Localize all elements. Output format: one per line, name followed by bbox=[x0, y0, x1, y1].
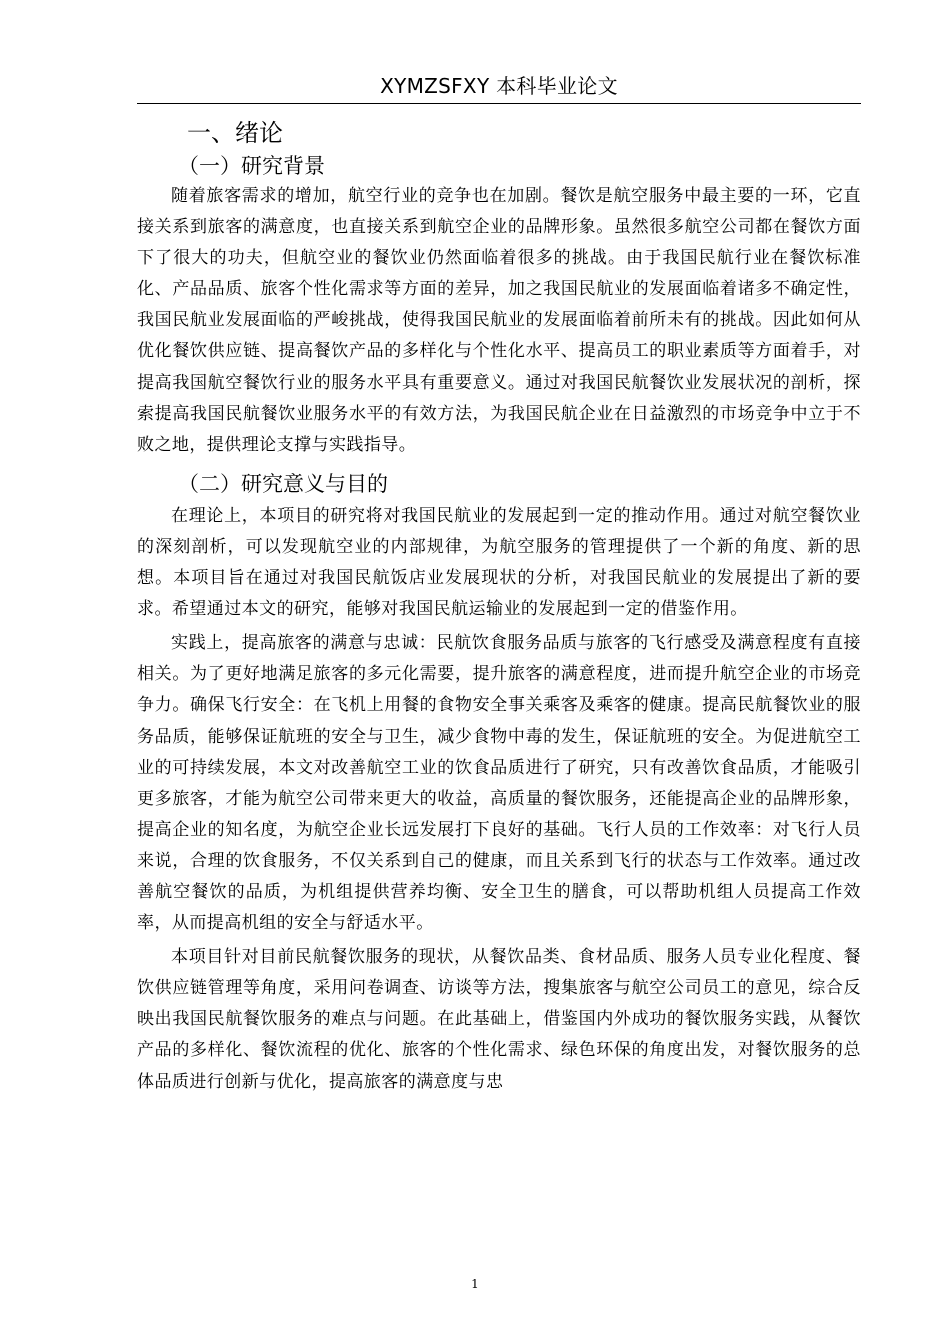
running-header: XYMZSFXY 本科毕业论文 bbox=[380, 74, 618, 98]
section-title-significance: （二）研究意义与目的 bbox=[178, 471, 388, 496]
header-rule bbox=[137, 103, 861, 104]
body-content bbox=[137, 115, 861, 1098]
paragraph-background: 随着旅客需求的增加，航空行业的竞争也在加剧。餐饮是航空服务中最主要的一环，它直接关系到旅客的满意度，也直接关系到航空企业的品牌形象。虽然很多航空公司都在餐饮方面下了很大的功夫，但航空业的餐饮业仍然面临着很多的挑战。由于我国民航行业在餐饮标准化、产品品质、旅客个性化需求等方面的差异，加之我国民航业的发展面临着诸多不确定性，我国民航业发展面临的严峻挑战，使得我国民航业的发展面临着前所未有的挑战。因此如何从优化餐饮供应链、提高餐饮产品的多样化与个性化水平、提高员工的职业素质等方面着手，对提高我国航空餐饮行业的服务水平具有重要意义。通过对我国民航餐饮业发展状况的剖析，探索提高我国民航餐饮业服务水平的有效方法，为我国民航企业在日益激烈的市场竞争中立于不败之地，提供理论支撑与实践指导。 bbox=[137, 186, 861, 455]
paragraph-project: 本项目针对目前民航餐饮服务的现状，从餐饮品类、食材品质、服务人员专业化程度、餐饮供应链管理等角度，采用问卷调查、访谈等方法，搜集旅客与航空公司员工的意见，综合反映出我国民航餐饮服务的难点与问题。在此基础上，借鉴国内外成功的餐饮服务实践，从餐饮产品的多样化、餐饮流程的优化、旅客的个性化需求、绿色环保的角度出发，对餐饮服务的总体品质进行创新与优化，提高旅客的满意度与忠 bbox=[137, 947, 861, 1092]
paragraph-theory: 在理论上，本项目的研究将对我国民航业的发展起到一定的推动作用。通过对航空餐饮业的深刻剖析，可以发现航空业的内部规律，为航空服务的管理提供了一个新的角度、新的思想。本项目旨在通过对我国民航饭店业发展现状的分析，对我国民航业的发展提出了新的要求。希望通过本文的研究，能够对我国民航运输业的发展起到一定的借鉴作用。 bbox=[137, 505, 861, 620]
page-number: 1 bbox=[471, 1277, 479, 1291]
chapter-title: 一、绪论 bbox=[187, 119, 283, 147]
section-title-background: （一）研究背景 bbox=[178, 154, 325, 178]
paragraph-practice: 实践上，提高旅客的满意与忠诚：民航饮食服务品质与旅客的飞行感受及满意程度有直接相关。为了更好地满足旅客的多元化需要，提升旅客的满意程度，进而提升航空企业的市场竞争力。确保飞行安全：在飞机上用餐的食物安全事关乘客及乘客的健康。提高民航餐饮业的服务品质，能够保证航班的安全与卫生，减少食物中毒的发生，保证航班的安全。为促进航空工业的可持续发展，本文对改善航空工业的饮食品质进行了研究，只有改善饮食品质，才能吸引更多旅客，才能为航空公司带来更大的收益，高质量的餐饮服务，还能提高企业的品牌形象，提高企业的知名度，为航空企业长远发展打下良好的基础。飞行人员的工作效率：对飞行人员来说，合理的饮食服务，不仅关系到自己的健康，而且关系到飞行的状态与工作效率。通过改善航空餐饮的品质，为机组提供营养均衡、安全卫生的膳食，可以帮助机组人员提高工作效率，从而提高机组的安全与舒适水平。 bbox=[137, 633, 861, 934]
